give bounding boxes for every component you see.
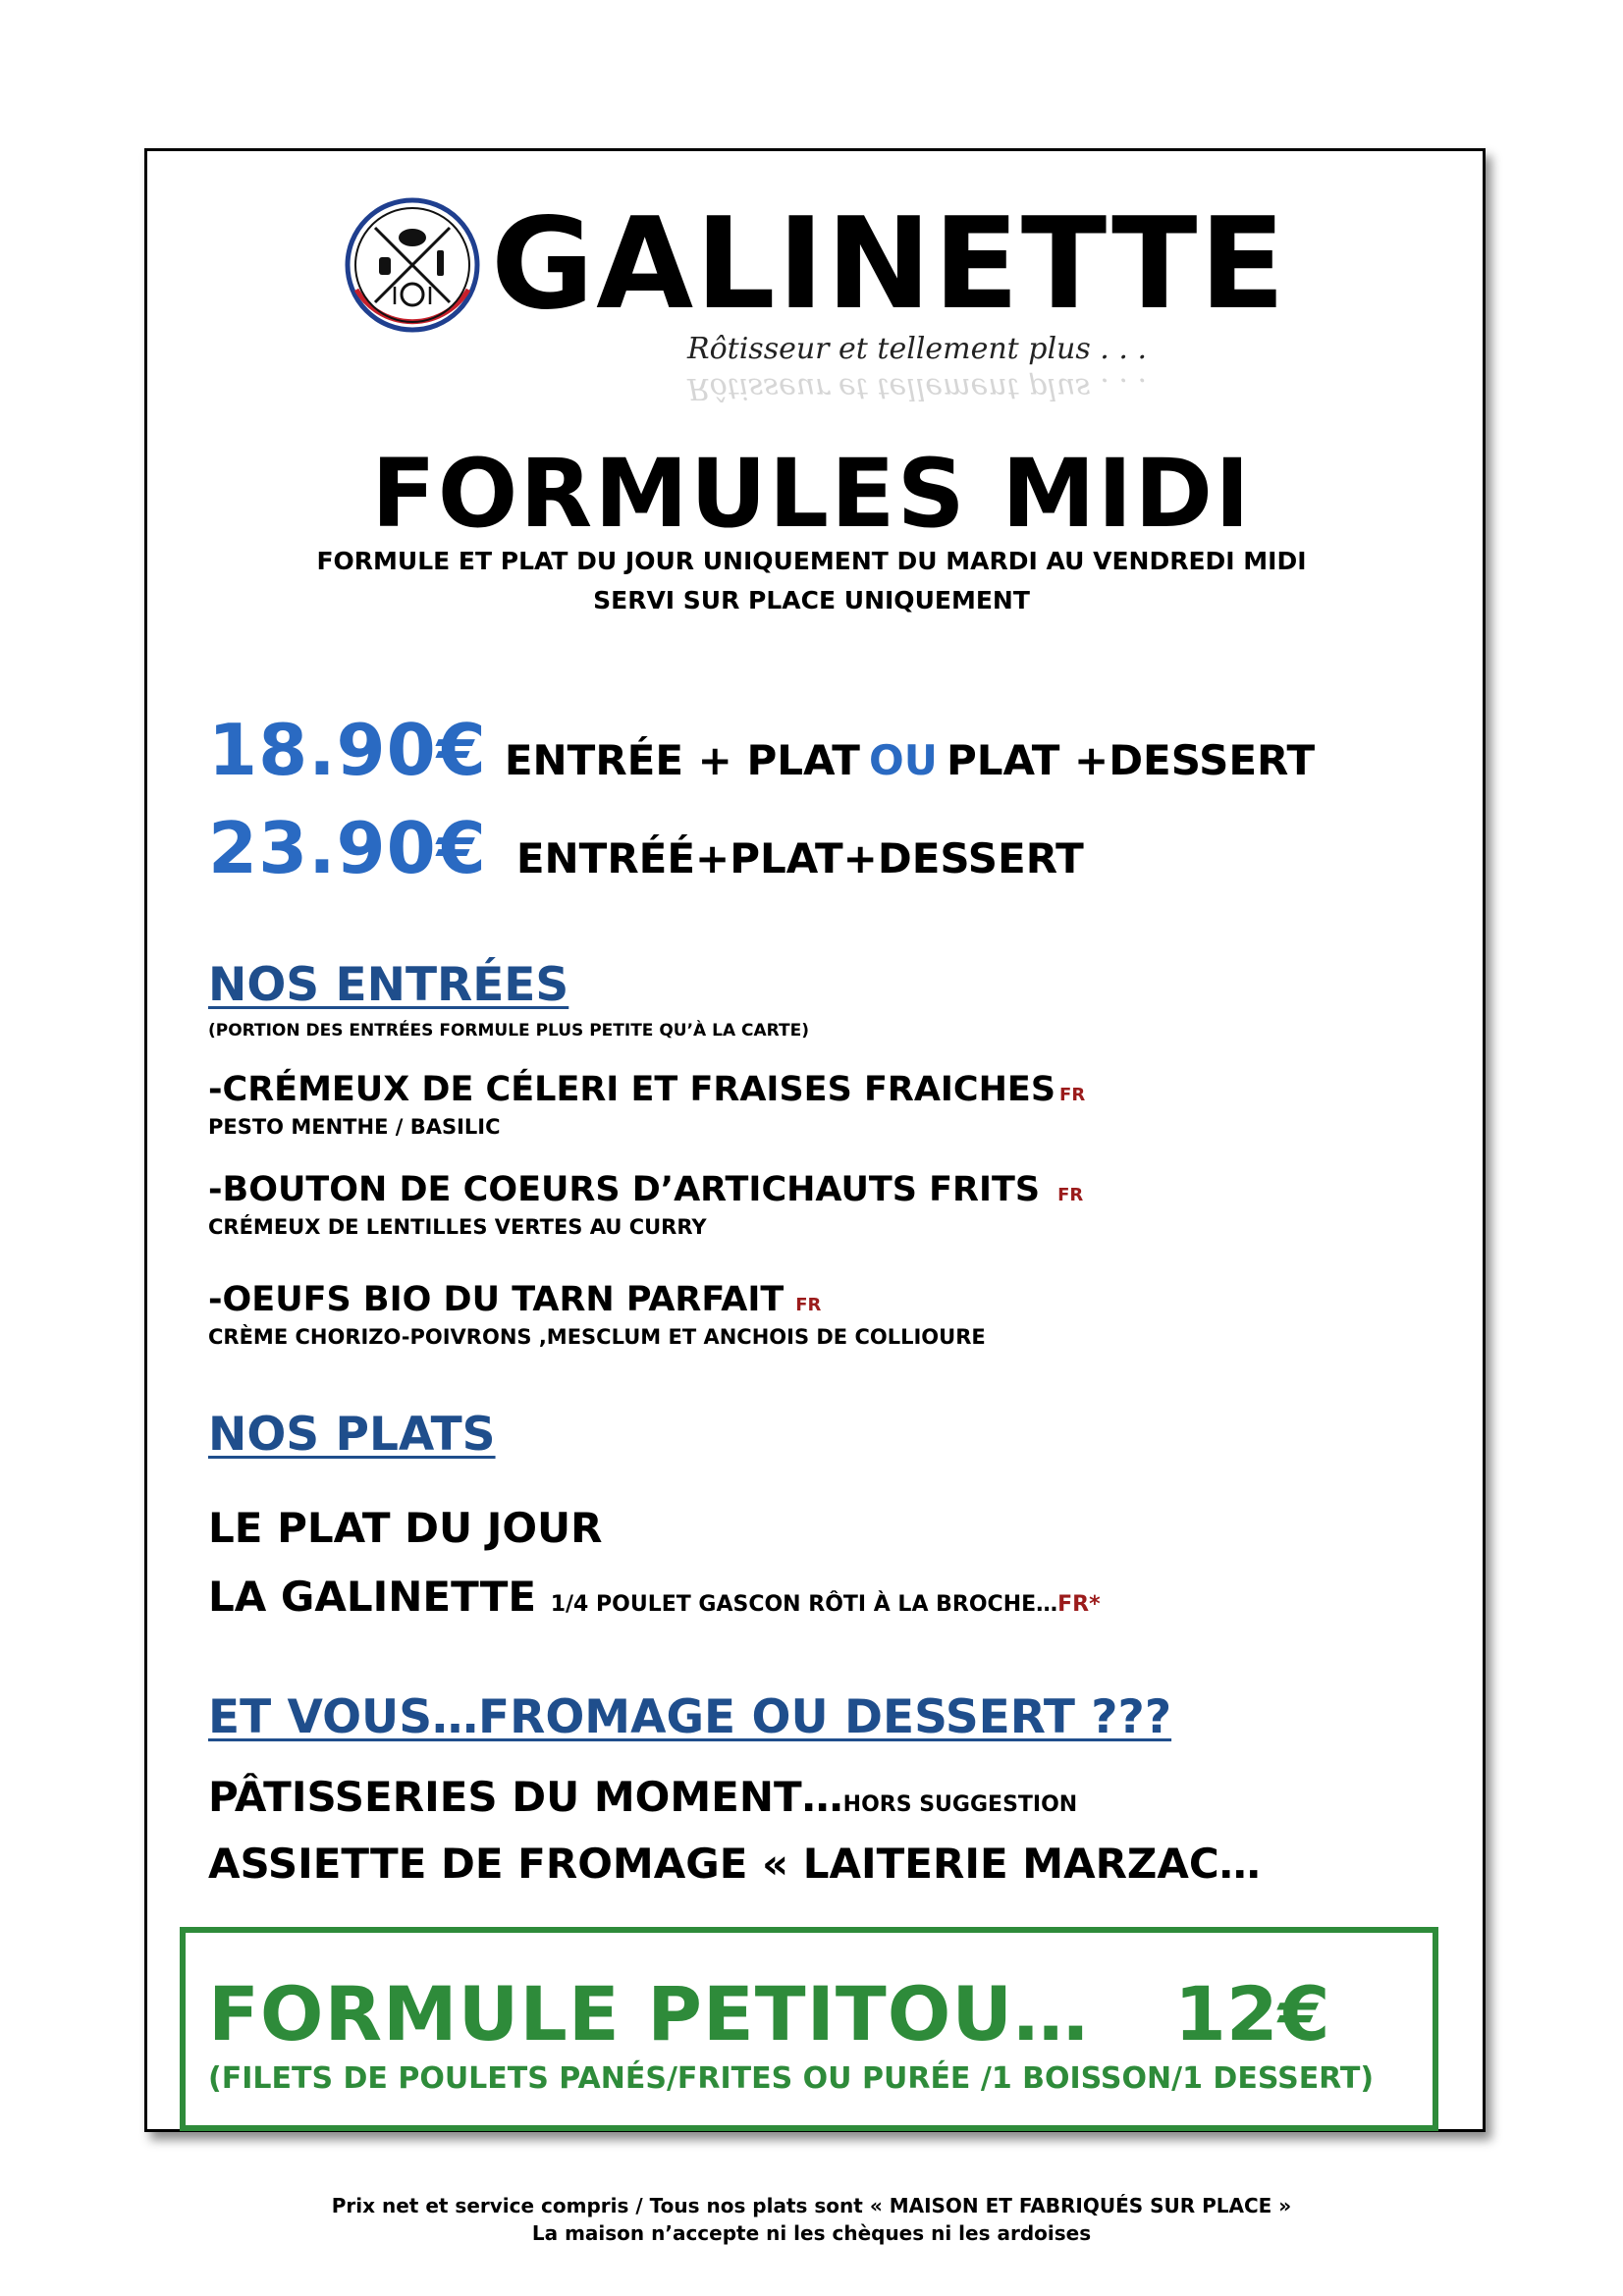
entree-detail-3: CRÈME CHORIZO-POIVRONS ,MESCLUM ET ANCHOIS DE COLLIOURE [208,1325,986,1349]
price-line-2 [208,807,1084,889]
subtitle-line-2: SERVI SUR PLACE UNIQUEMENT [593,586,1030,614]
entree-name: -OEUFS BIO DU TARN PARFAIT [208,1280,784,1319]
brand-tagline: Rôtisseur et tellement plus . . . [687,332,1147,366]
price-value: 18.90€ [208,709,487,791]
plat-detail: 1/4 POULET GASCON RÔTI À LA BROCHE… [550,1592,1058,1617]
entree-name: -CRÉMEUX DE CÉLERI ET FRAISES FRAICHES [208,1070,1056,1109]
plat-name: LA GALINETTE [208,1573,537,1621]
price-desc-b: PLAT +DESSERT [946,736,1316,784]
petitou-detail: (FILETS DE POULETS PANÉS/FRITES OU PURÉE /1 BOISSON/1 DESSERT) [208,2061,1375,2096]
entrees-note: (PORTION DES ENTRÉES FORMULE PLUS PETITE QU’À LA CARTE) [208,1021,809,1041]
petitou-price: 12€ [1174,1970,1330,2057]
section-heading-desserts: ET VOUS…FROMAGE OU DESSERT ??? [208,1690,1172,1744]
subtitle-line-1: FORMULE ET PLAT DU JOUR UNIQUEMENT DU MARDI AU VENDREDI MIDI [316,547,1307,575]
footer-line-2: La maison n’accepte ni les chèques ni les ardoises [531,2221,1092,2245]
price-desc: ENTRÉÉ+PLAT+DESSERT [515,834,1084,882]
entree-detail-2: CRÉMEUX DE LENTILLES VERTES AU CURRY [208,1215,707,1239]
price-line-1 [208,709,1315,791]
dessert-fromage: ASSIETTE DE FROMAGE « LAITERIE MARZAC… [208,1840,1261,1888]
footer-line-1: Prix net et service compris / Tous nos plats sont « MAISON ET FABRIQUÉS SUR PLACE » [331,2194,1292,2217]
entree-item-3 [208,1280,821,1319]
plat-du-jour: LE PLAT DU JOUR [208,1504,603,1552]
petitou-title: FORMULE PETITOU… [208,1970,1090,2057]
entree-item-2 [208,1170,1083,1209]
entree-name: -BOUTON DE COEURS D’ARTICHAUTS FRITS [208,1170,1041,1209]
dessert-name: PÂTISSERIES DU MOMENT… [208,1773,843,1821]
brand-name: GALINETTE [491,191,1287,338]
plat-galinette [208,1573,1101,1621]
origin-tag: FR [1059,1085,1086,1105]
brand-tagline-reflection: Rôtisseur et tellement plus . . . [687,371,1147,405]
price-value: 23.90€ [208,807,487,889]
entree-item-1 [208,1070,1085,1109]
section-heading-plats: NOS PLATS [208,1408,496,1462]
price-desc-a: ENTRÉE + PLAT [504,736,860,784]
dessert-detail: HORS SUGGESTION [842,1792,1078,1817]
dessert-patisseries [208,1773,1077,1821]
origin-tag: FR [1057,1185,1084,1205]
origin-tag: FR [795,1295,822,1315]
origin-tag: FR* [1057,1592,1101,1617]
section-heading-entrees: NOS ENTRÉES [208,958,569,1012]
page-title: FORMULES MIDI [371,439,1252,549]
galinette-emblem-icon [344,196,481,334]
price-desc-ou: OU [869,736,938,784]
entree-detail-1: PESTO MENTHE / BASILIC [208,1115,501,1139]
